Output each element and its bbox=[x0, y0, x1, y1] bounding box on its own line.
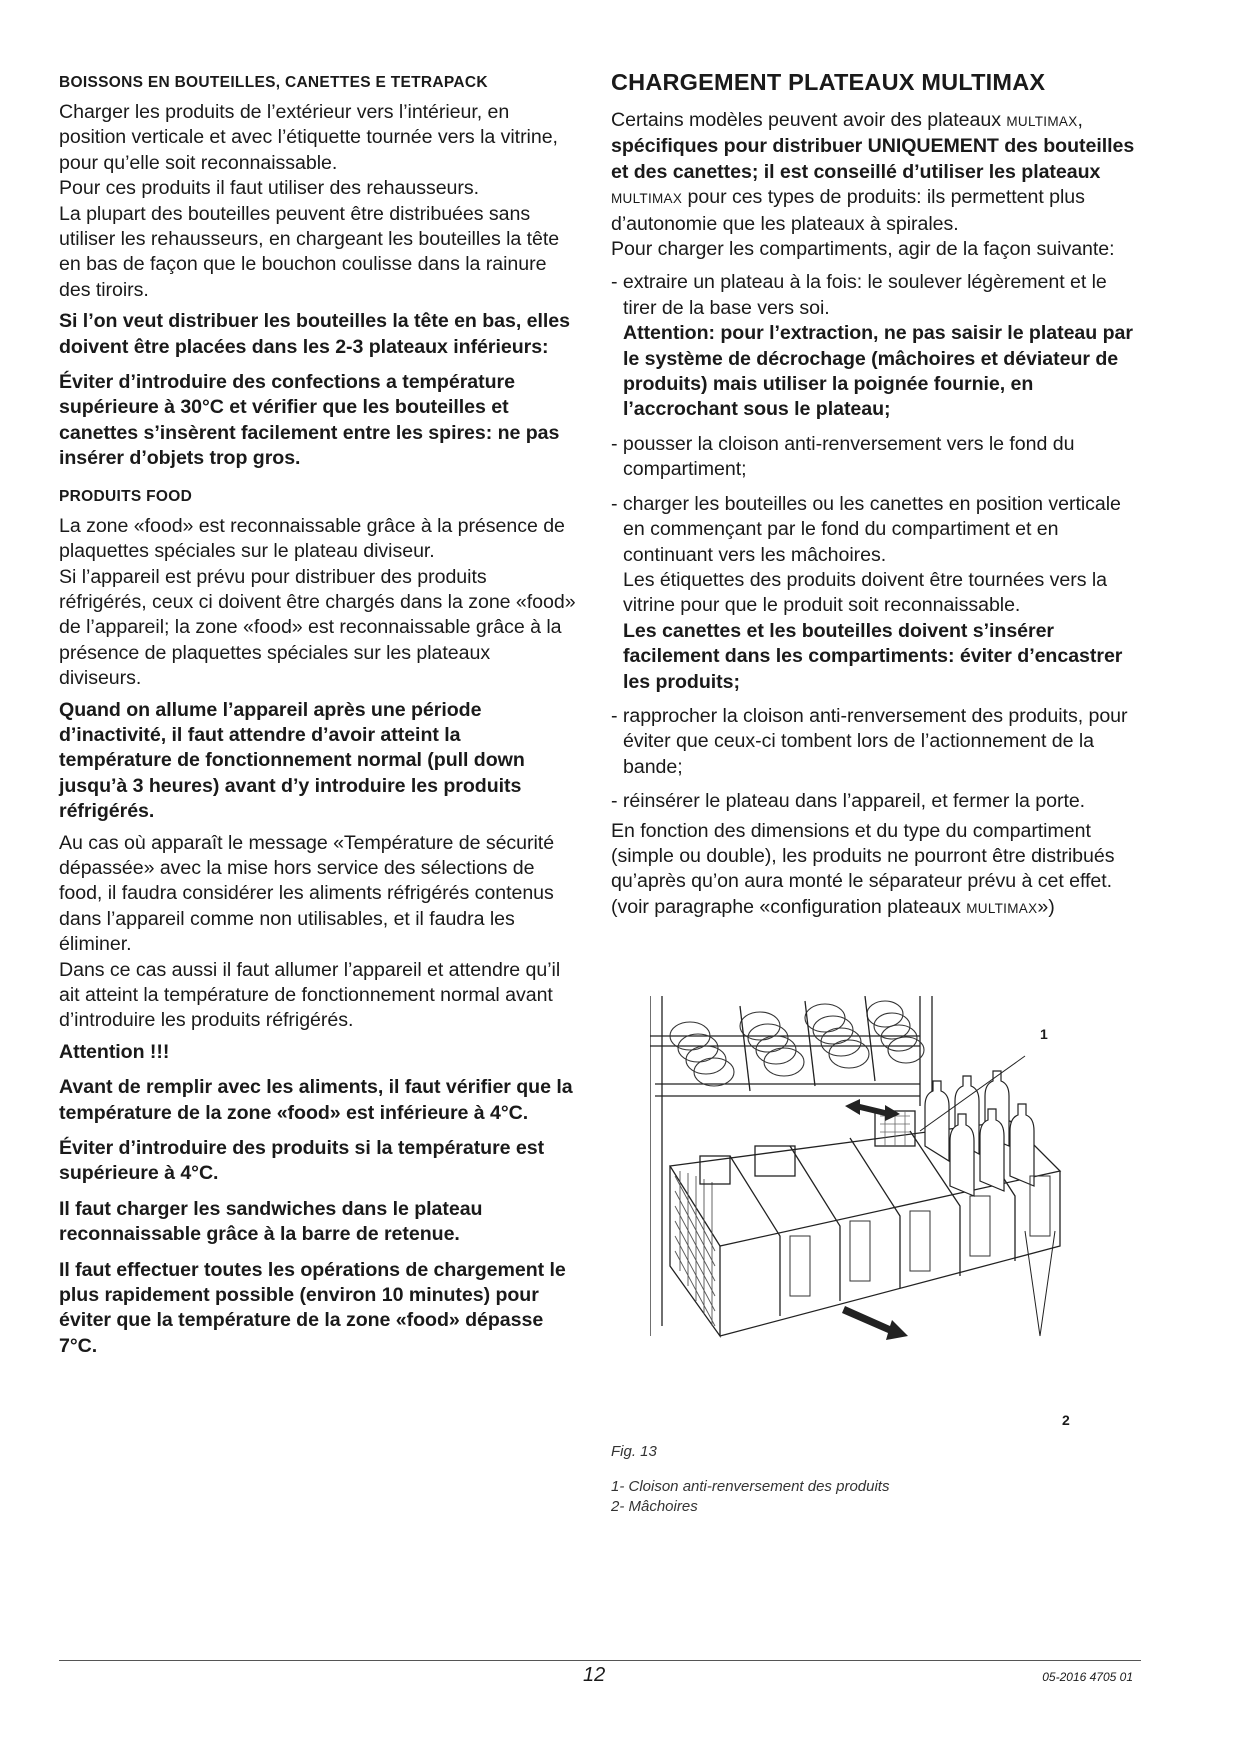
list-item-text: - réinsérer le plateau dans l’appareil, et fermer la porte. bbox=[611, 790, 1086, 813]
list-item-warning: Attention: pour l’extraction, ne pas saisir le plateau par le système de décrochage (mâchoires et déviateur de produits) mais utiliser la poignée fournie, en l’accrochant sous le plateau; bbox=[623, 322, 1133, 421]
paragraph: La plupart des bouteilles peuvent être distribuées sans utiliser les rehausseurs, en chargeant les bouteilles la tête en bas de façon que le bouchon coulisse dans la rainure des tiroirs. bbox=[59, 202, 560, 301]
section-heading-multimax: CHARGEMENT PLATEAUX MULTIMAX bbox=[611, 69, 1046, 95]
paragraph: Au cas où apparaît le message «Température de sécurité dépassée» avec la mise hors service des sélections de food, il faudra considérer les aliments réfrigérés contenus dans l’appareil comme non utilisables, et il faudra les éliminer. bbox=[59, 831, 555, 956]
intro-bold-text: spécifiques pour distribuer UNIQUEMENT des bouteilles et des canettes; il est conseillé d’utiliser les plateaux bbox=[611, 135, 1135, 183]
warning-paragraph: Quand on allume l’appareil après une période d’inactivité, il faut attendre d’avoir atteint la température de fonctionnement normal (pull down jusqu’à 3 heures) avant d’y introduire les produits réfrigérés. bbox=[59, 698, 525, 823]
attention-heading: Attention !!! bbox=[59, 1040, 170, 1063]
page-number: 12 bbox=[583, 1664, 606, 1686]
pull-arrow-icon bbox=[842, 1306, 908, 1340]
warning-paragraph: Éviter d’introduire des confections a température supérieure à 30°C et vérifier que les bouteilles et canettes s’insèrent facilement entre les spires: ne pas insérer d’objets trop gros. bbox=[59, 371, 560, 470]
paragraph: Dans ce cas aussi il faut allumer l’appareil et attendre qu’il ait atteint la température de fonctionnement normal avant d’introduire les produits réfrigérés. bbox=[59, 958, 561, 1032]
tray-illustration bbox=[650, 996, 1090, 1426]
multimax-term: MULTIMAX bbox=[1006, 114, 1078, 129]
list-item-text: Les étiquettes des produits doivent être tournées vers la vitrine pour que le produit soit reconnaissable. bbox=[623, 568, 1108, 617]
warning-paragraph: Il faut charger les sandwiches dans le plateau reconnaissable grâce à la barre de retenue. bbox=[59, 1197, 483, 1246]
outro-text: En fonction des dimensions et du type du compartiment (simple ou double), les produits ne pourront être distribués qu’après qu’on aura monté le séparateur prévu à cet effet. (voir paragraphe «configuration plateaux bbox=[611, 819, 1115, 918]
list-item-warning: Les canettes et les bouteilles doivent s’insérer facilement dans les compartiments: éviter d’encastrer les produits; bbox=[623, 619, 1123, 693]
warning-paragraph: Avant de remplir avec les aliments, il faut vérifier que la température de la zone «food» est inférieure à 4°C. bbox=[59, 1076, 573, 1124]
list-item bbox=[611, 704, 1141, 780]
list-item bbox=[611, 432, 1141, 483]
figure-multimax-tray bbox=[650, 996, 1090, 1426]
intro-paragraph bbox=[611, 108, 1141, 237]
intro-text: Certains modèles peuvent avoir des plateaux bbox=[611, 109, 1007, 131]
callout-label-1: 1 bbox=[1040, 1026, 1048, 1042]
figure-caption: Fig. 13 bbox=[611, 1443, 657, 1460]
paragraph: Pour ces produits il faut utiliser des rehausseurs. bbox=[59, 177, 480, 200]
paragraph: Si l’appareil est prévu pour distribuer des produits réfrigérés, ceux ci doivent être chargés dans la zone «food» de l’appareil; la zone «food» est reconnaissable grâce à la présence de plaquettes spéciales sur les plateaux diviseurs. bbox=[59, 565, 576, 690]
warning-paragraph: Éviter d’introduire des produits si la température est supérieure à 4°C. bbox=[59, 1137, 545, 1185]
footer-divider bbox=[59, 1660, 1141, 1661]
right-column bbox=[611, 70, 1141, 927]
paragraph: Charger les produits de l’extérieur vers l’intérieur, en position verticale et avec l’étiquette tournée vers la vitrine, pour qu’elle soit reconnaissable. bbox=[59, 101, 558, 174]
list-item bbox=[611, 270, 1141, 422]
list-item bbox=[611, 789, 1141, 814]
left-column bbox=[59, 70, 577, 1365]
section-heading-food: PRODUITS FOOD bbox=[59, 487, 193, 505]
outro-paragraph bbox=[611, 819, 1141, 922]
list-item-text: - pousser la cloison anti-renversement vers le fond du compartiment; bbox=[611, 432, 1075, 481]
section-heading-bottles: BOISSONS EN BOUTEILLES, CANETTES E TETRAPACK bbox=[59, 74, 488, 91]
document-code: 05-2016 4705 01 bbox=[1042, 1670, 1133, 1684]
warning-paragraph: Si l’on veut distribuer les bouteilles la tête en bas, elles doivent être placées dans les 2-3 plateaux inférieurs: bbox=[59, 310, 570, 358]
warning-paragraph: Il faut effectuer toutes les opérations de chargement le plus rapidement possible (environ 10 minutes) pour éviter que la température de la zone «food» dépasse 7°C. bbox=[59, 1258, 566, 1357]
outro-text: ») bbox=[1037, 895, 1055, 918]
push-arrow-icon bbox=[845, 1099, 900, 1121]
figure-legend-item: 2- Mâchoires bbox=[611, 1498, 698, 1515]
list-item-text: - charger les bouteilles ou les canettes en position verticale en commençant par le fond du compartiment et en continuant vers les mâchoires. bbox=[611, 492, 1121, 566]
callout-label-2: 2 bbox=[1062, 1412, 1070, 1428]
multimax-term: MULTIMAX bbox=[966, 900, 1038, 916]
list-item-text: - rapprocher la cloison anti-renversement des produits, pour éviter que ceux-ci tombent lors de l’actionnement de la bande; bbox=[611, 704, 1128, 778]
intro-text: pour ces types de produits: ils permettent plus d’autonomie que les plateaux à spirales. bbox=[611, 186, 1085, 235]
multimax-term: MULTIMAX bbox=[611, 191, 683, 207]
list-item-text: - extraire un plateau à la fois: le soulever légèrement et le tirer de la base vers soi. bbox=[611, 271, 1107, 319]
paragraph: La zone «food» est reconnaissable grâce à la présence de plaquettes spéciales sur le plateau diviseur. bbox=[59, 514, 565, 563]
paragraph: Pour charger les compartiments, agir de la façon suivante: bbox=[611, 238, 1115, 261]
figure-legend-item: 1- Cloison anti-renversement des produits bbox=[611, 1478, 890, 1495]
list-item bbox=[611, 492, 1141, 695]
intro-text: , bbox=[1077, 109, 1083, 131]
